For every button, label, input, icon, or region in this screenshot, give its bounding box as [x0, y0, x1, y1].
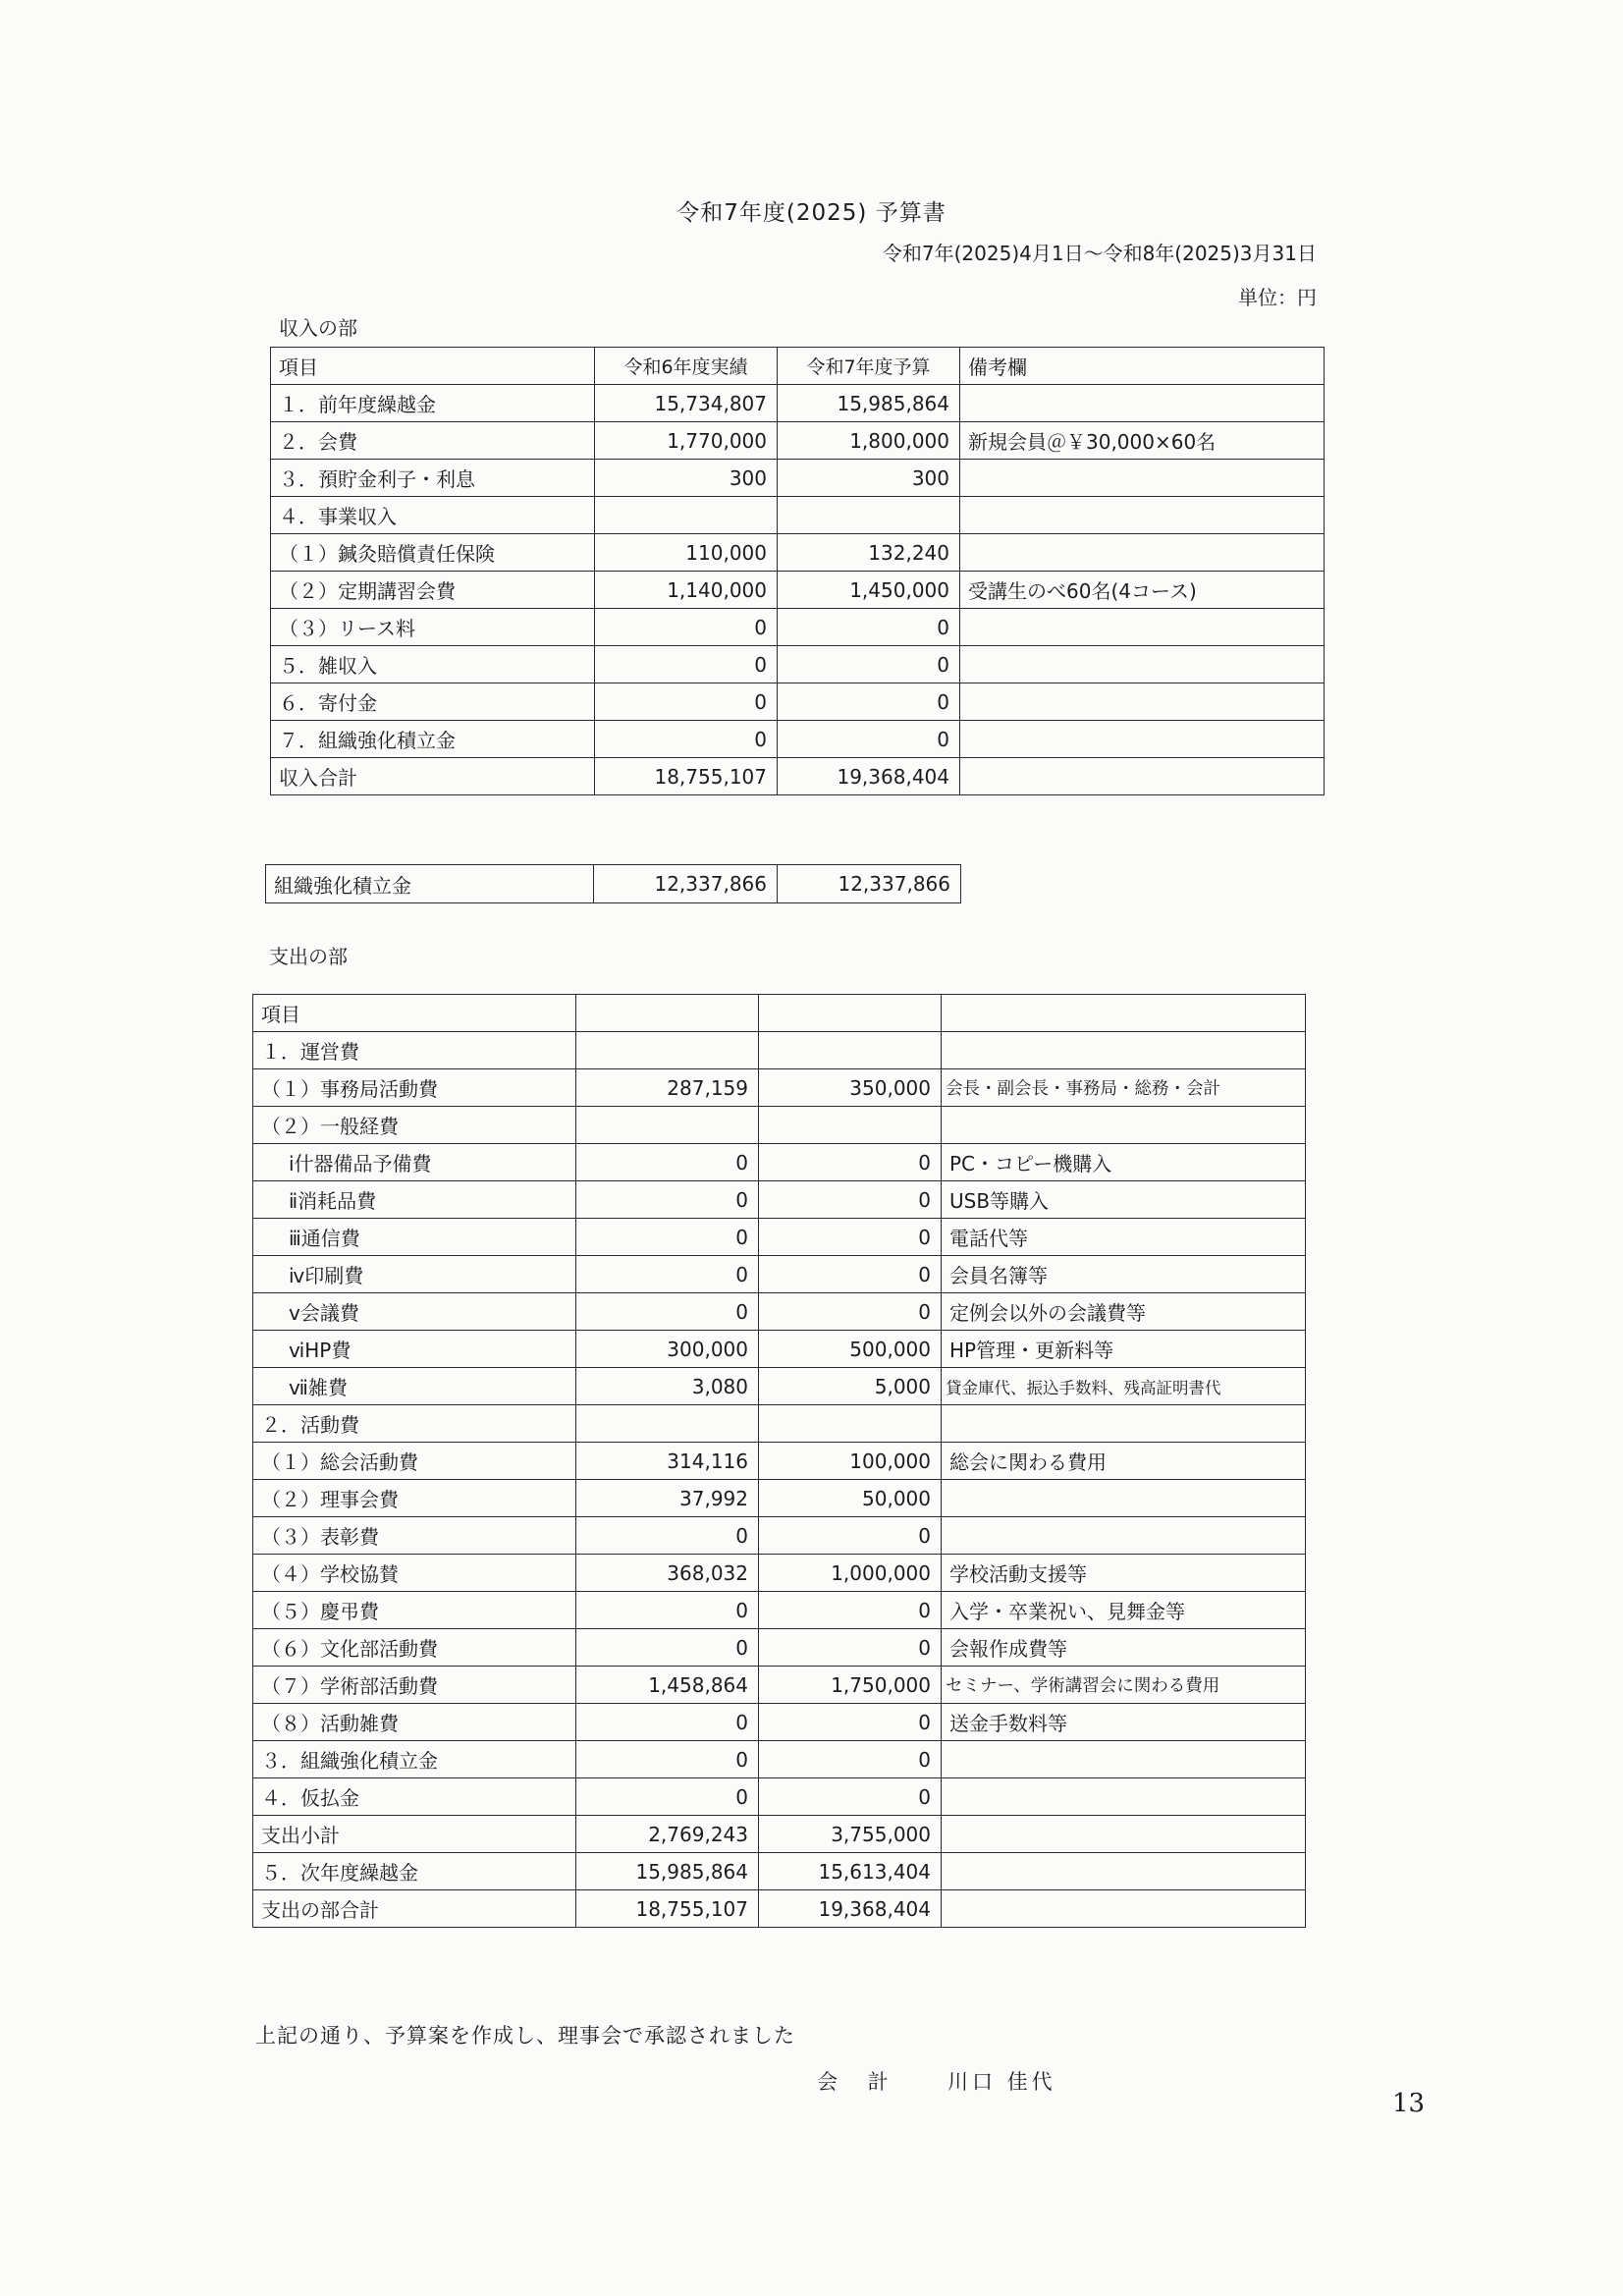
income-section-label: 収入の部 — [279, 316, 357, 340]
page-title: 令和7年度(2025) 予算書 — [676, 200, 947, 226]
table-row — [253, 1704, 1306, 1741]
table-row — [271, 534, 1325, 572]
row-item: ⅰ什器備品予備費 — [253, 1144, 576, 1181]
row-budget: 1,000,000 — [759, 1555, 942, 1592]
row-note: 送金手数料等 — [942, 1704, 1306, 1741]
row-actual: 0 — [576, 1144, 759, 1181]
row-actual: 0 — [595, 683, 778, 721]
header-budget: 令和7年度予算 — [778, 348, 960, 385]
expense-header-row — [253, 995, 1306, 1032]
row-item: ⅵHP費 — [253, 1331, 576, 1368]
fiscal-period: 令和7年(2025)4月1日～令和8年(2025)3月31日 — [882, 242, 1317, 265]
row-actual: 18,755,107 — [576, 1890, 759, 1928]
row-budget: 0 — [759, 1778, 942, 1816]
row-budget: 1,750,000 — [759, 1667, 942, 1704]
row-item: （２）定期講習会費 — [271, 572, 595, 609]
row-note — [942, 1741, 1306, 1778]
reserve-item: 組織強化積立金 — [266, 865, 594, 903]
table-row — [253, 1181, 1306, 1219]
row-budget: 0 — [778, 609, 960, 646]
row-note — [960, 683, 1325, 721]
table-row — [271, 460, 1325, 497]
header-note — [942, 995, 1306, 1032]
row-budget: 0 — [759, 1704, 942, 1741]
table-row — [253, 1629, 1306, 1667]
row-item: １．前年度繰越金 — [271, 385, 595, 422]
expense-table — [252, 994, 1306, 1928]
row-budget: 0 — [759, 1293, 942, 1331]
row-note: 受講生のべ60名(4コース) — [960, 572, 1325, 609]
income-table — [270, 347, 1325, 795]
row-actual: 0 — [595, 646, 778, 683]
row-actual: 287,159 — [576, 1069, 759, 1107]
row-item: 収入合計 — [271, 758, 595, 795]
row-item: １．運営費 — [253, 1032, 576, 1069]
row-note — [960, 721, 1325, 758]
row-note: 貸金庫代、振込手数料、残高証明書代 — [942, 1368, 1306, 1405]
row-actual: 1,140,000 — [595, 572, 778, 609]
row-budget: 15,985,864 — [778, 385, 960, 422]
table-row — [253, 1368, 1306, 1405]
signer-role: 会 計 — [817, 2070, 900, 2094]
row-budget: 1,450,000 — [778, 572, 960, 609]
row-note — [942, 1816, 1306, 1853]
row-actual: 15,985,864 — [576, 1853, 759, 1890]
row-item: ５．雑収入 — [271, 646, 595, 683]
table-row — [253, 1741, 1306, 1778]
row-note: 会長・副会長・事務局・総務・会計 — [942, 1069, 1306, 1107]
table-row — [271, 385, 1325, 422]
row-note — [942, 1853, 1306, 1890]
row-budget: 19,368,404 — [778, 758, 960, 795]
row-note: 電話代等 — [942, 1219, 1306, 1256]
row-actual: 0 — [576, 1592, 759, 1629]
approval-statement: 上記の通り、予算案を作成し、理事会で承認されました — [255, 2024, 795, 2048]
row-budget: 0 — [759, 1629, 942, 1667]
table-row — [253, 1555, 1306, 1592]
table-row — [253, 1293, 1306, 1331]
row-item: ⅶ雑費 — [253, 1368, 576, 1405]
row-budget: 0 — [759, 1219, 942, 1256]
reserve-fund-table — [265, 864, 961, 903]
header-actual: 令和6年度実績 — [595, 348, 778, 385]
table-row — [253, 1107, 1306, 1144]
header-item: 項目 — [253, 995, 576, 1032]
row-budget: 132,240 — [778, 534, 960, 572]
row-budget: 50,000 — [759, 1480, 942, 1517]
row-budget — [759, 1405, 942, 1443]
table-row — [253, 1480, 1306, 1517]
row-note: USB等購入 — [942, 1181, 1306, 1219]
header-item: 項目 — [271, 348, 595, 385]
row-note: 会員名簿等 — [942, 1256, 1306, 1293]
header-budget — [759, 995, 942, 1032]
row-note: 入学・卒業祝い、見舞金等 — [942, 1592, 1306, 1629]
row-actual: 0 — [576, 1256, 759, 1293]
row-item: ７．組織強化積立金 — [271, 721, 595, 758]
table-row — [253, 1443, 1306, 1480]
row-note — [942, 1405, 1306, 1443]
row-note: 定例会以外の会議費等 — [942, 1293, 1306, 1331]
row-item: （５）慶弔費 — [253, 1592, 576, 1629]
row-actual: 0 — [576, 1181, 759, 1219]
row-actual: 37,992 — [576, 1480, 759, 1517]
row-actual: 300,000 — [576, 1331, 759, 1368]
row-actual: 0 — [576, 1741, 759, 1778]
row-actual: 15,734,807 — [595, 385, 778, 422]
row-note — [960, 609, 1325, 646]
row-item: （１）総会活動費 — [253, 1443, 576, 1480]
row-item: ⅴ会議費 — [253, 1293, 576, 1331]
row-note — [942, 1890, 1306, 1928]
row-actual: 0 — [595, 609, 778, 646]
row-budget — [759, 1107, 942, 1144]
row-item: 支出小計 — [253, 1816, 576, 1853]
row-actual: 110,000 — [595, 534, 778, 572]
table-row — [271, 721, 1325, 758]
table-row — [253, 1890, 1306, 1928]
row-note: セミナー、学術講習会に関わる費用 — [942, 1667, 1306, 1704]
row-item: ２．会費 — [271, 422, 595, 460]
row-item: ２．活動費 — [253, 1405, 576, 1443]
row-budget: 0 — [759, 1592, 942, 1629]
table-row — [253, 1667, 1306, 1704]
row-item: （１）事務局活動費 — [253, 1069, 576, 1107]
row-item: 支出の部合計 — [253, 1890, 576, 1928]
row-note: 総会に関わる費用 — [942, 1443, 1306, 1480]
row-budget: 0 — [759, 1256, 942, 1293]
row-note — [942, 1778, 1306, 1816]
row-actual: 1,458,864 — [576, 1667, 759, 1704]
row-actual — [576, 1107, 759, 1144]
row-item: （２）理事会費 — [253, 1480, 576, 1517]
row-budget: 1,800,000 — [778, 422, 960, 460]
row-item: （７）学術部活動費 — [253, 1667, 576, 1704]
row-budget: 15,613,404 — [759, 1853, 942, 1890]
row-actual — [576, 1405, 759, 1443]
table-row — [253, 1331, 1306, 1368]
row-actual: 368,032 — [576, 1555, 759, 1592]
row-note: 新規会員＠￥30,000×60名 — [960, 422, 1325, 460]
row-item: ４．仮払金 — [253, 1778, 576, 1816]
table-row — [253, 1256, 1306, 1293]
row-actual: 0 — [595, 721, 778, 758]
table-row — [271, 646, 1325, 683]
table-row — [253, 1517, 1306, 1555]
signer-name: 川口 佳代 — [947, 2070, 1056, 2094]
table-row — [271, 683, 1325, 721]
row-actual: 0 — [576, 1219, 759, 1256]
row-actual: 18,755,107 — [595, 758, 778, 795]
table-row — [253, 1144, 1306, 1181]
row-note — [960, 534, 1325, 572]
row-budget: 0 — [778, 646, 960, 683]
row-actual: 300 — [595, 460, 778, 497]
row-note — [960, 460, 1325, 497]
row-item: ６．寄付金 — [271, 683, 595, 721]
row-note: 学校活動支援等 — [942, 1555, 1306, 1592]
table-row — [266, 865, 961, 903]
page-number: 13 — [1392, 2089, 1426, 2118]
row-budget: 0 — [759, 1144, 942, 1181]
row-actual: 1,770,000 — [595, 422, 778, 460]
row-item: （３）リース料 — [271, 609, 595, 646]
row-note — [942, 1480, 1306, 1517]
row-budget: 100,000 — [759, 1443, 942, 1480]
row-item: ４．事業収入 — [271, 497, 595, 534]
row-budget: 350,000 — [759, 1069, 942, 1107]
row-item: ３．組織強化積立金 — [253, 1741, 576, 1778]
row-item: （２）一般経費 — [253, 1107, 576, 1144]
row-item: （８）活動雑費 — [253, 1704, 576, 1741]
row-note — [960, 385, 1325, 422]
row-item: （１）鍼灸賠償責任保険 — [271, 534, 595, 572]
row-budget: 0 — [778, 683, 960, 721]
row-item: （６）文化部活動費 — [253, 1629, 576, 1667]
row-budget: 0 — [759, 1181, 942, 1219]
row-actual: 0 — [576, 1704, 759, 1741]
row-budget: 3,755,000 — [759, 1816, 942, 1853]
table-row — [253, 1816, 1306, 1853]
row-budget: 0 — [759, 1741, 942, 1778]
table-row — [271, 609, 1325, 646]
row-item: ⅲ通信費 — [253, 1219, 576, 1256]
row-item: ⅱ消耗品費 — [253, 1181, 576, 1219]
table-row — [253, 1592, 1306, 1629]
row-budget: 500,000 — [759, 1331, 942, 1368]
table-row — [271, 572, 1325, 609]
table-row — [271, 422, 1325, 460]
income-header-row — [271, 348, 1325, 385]
table-row — [253, 1853, 1306, 1890]
row-actual: 0 — [576, 1517, 759, 1555]
table-row — [271, 758, 1325, 795]
row-budget: 5,000 — [759, 1368, 942, 1405]
row-note: HP管理・更新料等 — [942, 1331, 1306, 1368]
row-actual: 0 — [576, 1778, 759, 1816]
row-actual: 314,116 — [576, 1443, 759, 1480]
row-note — [942, 1032, 1306, 1069]
row-actual: 3,080 — [576, 1368, 759, 1405]
row-note — [942, 1107, 1306, 1144]
row-budget: 0 — [759, 1517, 942, 1555]
row-item: （４）学校協賛 — [253, 1555, 576, 1592]
row-item: ⅳ印刷費 — [253, 1256, 576, 1293]
row-note: PC・コピー機購入 — [942, 1144, 1306, 1181]
table-row — [253, 1069, 1306, 1107]
row-actual: 0 — [576, 1629, 759, 1667]
row-actual — [576, 1032, 759, 1069]
row-budget: 300 — [778, 460, 960, 497]
table-row — [271, 497, 1325, 534]
table-row — [253, 1405, 1306, 1443]
row-actual: 0 — [576, 1293, 759, 1331]
row-budget: 19,368,404 — [759, 1890, 942, 1928]
reserve-budget: 12,337,866 — [778, 865, 961, 903]
row-note — [960, 646, 1325, 683]
table-row — [253, 1032, 1306, 1069]
table-row — [253, 1778, 1306, 1816]
row-note — [960, 497, 1325, 534]
row-actual: 2,769,243 — [576, 1816, 759, 1853]
row-budget: 0 — [778, 721, 960, 758]
row-item: ５．次年度繰越金 — [253, 1853, 576, 1890]
row-budget — [759, 1032, 942, 1069]
row-item: ３．預貯金利子・利息 — [271, 460, 595, 497]
row-note — [942, 1517, 1306, 1555]
currency-unit: 単位：円 — [1238, 286, 1317, 309]
header-actual — [576, 995, 759, 1032]
row-note — [960, 758, 1325, 795]
row-budget — [778, 497, 960, 534]
row-actual — [595, 497, 778, 534]
row-item: （３）表彰費 — [253, 1517, 576, 1555]
table-row — [253, 1219, 1306, 1256]
row-note: 会報作成費等 — [942, 1629, 1306, 1667]
reserve-actual: 12,337,866 — [594, 865, 778, 903]
expense-section-label: 支出の部 — [269, 945, 348, 968]
header-note: 備考欄 — [960, 348, 1325, 385]
